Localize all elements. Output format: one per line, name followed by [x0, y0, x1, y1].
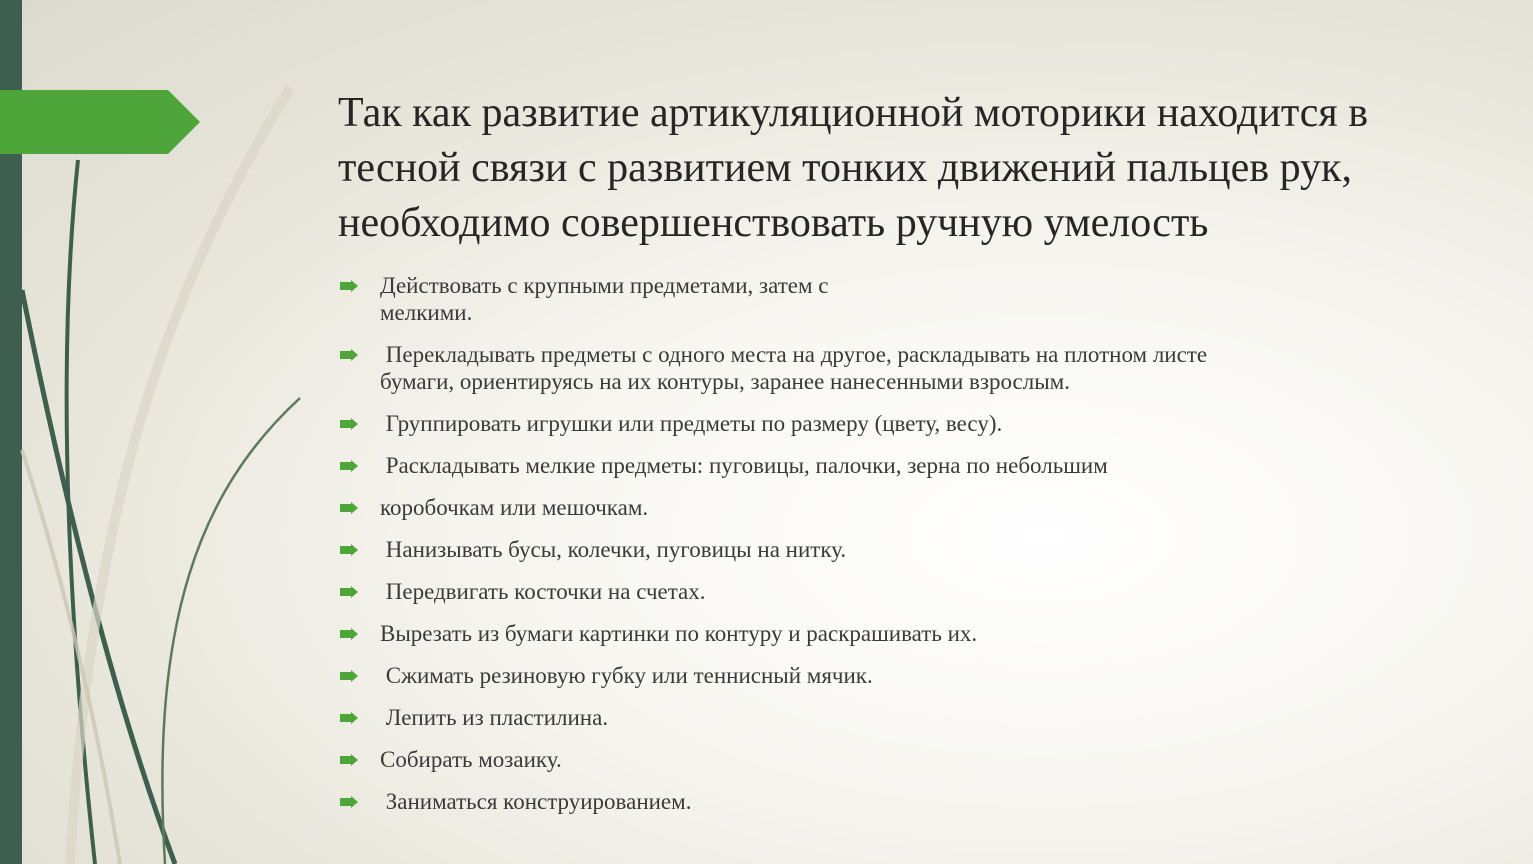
list-item: [338, 620, 1438, 647]
bullet-text: Действовать с крупными предметами, затем с мелкими.: [380, 273, 829, 325]
bullet-text: Группировать игрушки или предметы по размеру (цвету, весу).: [380, 411, 1003, 436]
list-item: [338, 272, 1438, 326]
green-arrow-banner: [0, 0, 205, 160]
arrow-bullet-icon: [340, 349, 358, 361]
slide-title: Так как развитие артикуляционной моторики находится в тесной связи с развитием тонких движений пальцев рук, необходимо совершенствовать ручную умелость: [338, 90, 1369, 246]
arrow-bullet-icon: [340, 586, 358, 598]
arrow-bullet-icon: [340, 418, 358, 430]
list-item: [338, 704, 1438, 731]
list-item: [338, 788, 1438, 815]
list-item: [338, 746, 1438, 773]
bullet-text: Сжимать резиновую губку или теннисный мячик.: [380, 663, 873, 688]
bullet-text: Передвигать косточки на счетах.: [380, 579, 706, 604]
list-item: [338, 341, 1438, 395]
list-item: [338, 452, 1438, 479]
list-item: [338, 578, 1438, 605]
bullet-text: Нанизывать бусы, колечки, пуговицы на нитку.: [380, 537, 847, 562]
arrow-bullet-icon: [340, 670, 358, 682]
arrow-bullet-icon: [340, 796, 358, 808]
arrow-bullet-icon: [340, 544, 358, 556]
bullet-text: коробочкам или мешочкам.: [380, 495, 649, 520]
bullet-text: Лепить из пластилина.: [380, 705, 609, 730]
arrow-bullet-icon: [340, 628, 358, 640]
list-item: [338, 410, 1438, 437]
arrow-bullet-icon: [340, 754, 358, 766]
bullet-text: Заниматься конструированием.: [380, 789, 692, 814]
bullet-list: [338, 272, 1438, 830]
list-item: [338, 662, 1438, 689]
list-item: [338, 536, 1438, 563]
bullet-text: Собирать мозаику.: [380, 747, 562, 772]
arrow-bullet-icon: [340, 280, 358, 292]
arrow-bullet-icon: [340, 502, 358, 514]
arrow-bullet-icon: [340, 460, 358, 472]
bullet-text: Раскладывать мелкие предметы: пуговицы, палочки, зерна по небольшим: [380, 453, 1108, 478]
list-item: [338, 494, 1438, 521]
bullet-text: Вырезать из бумаги картинки по контуру и раскрашивать их.: [380, 621, 978, 646]
bullet-text: Перекладывать предметы с одного места на другое, раскладывать на плотном листе бумаги, ориентируясь на их контуры, заранее нанесенными взрослым.: [380, 342, 1208, 394]
arrow-bullet-icon: [340, 712, 358, 724]
